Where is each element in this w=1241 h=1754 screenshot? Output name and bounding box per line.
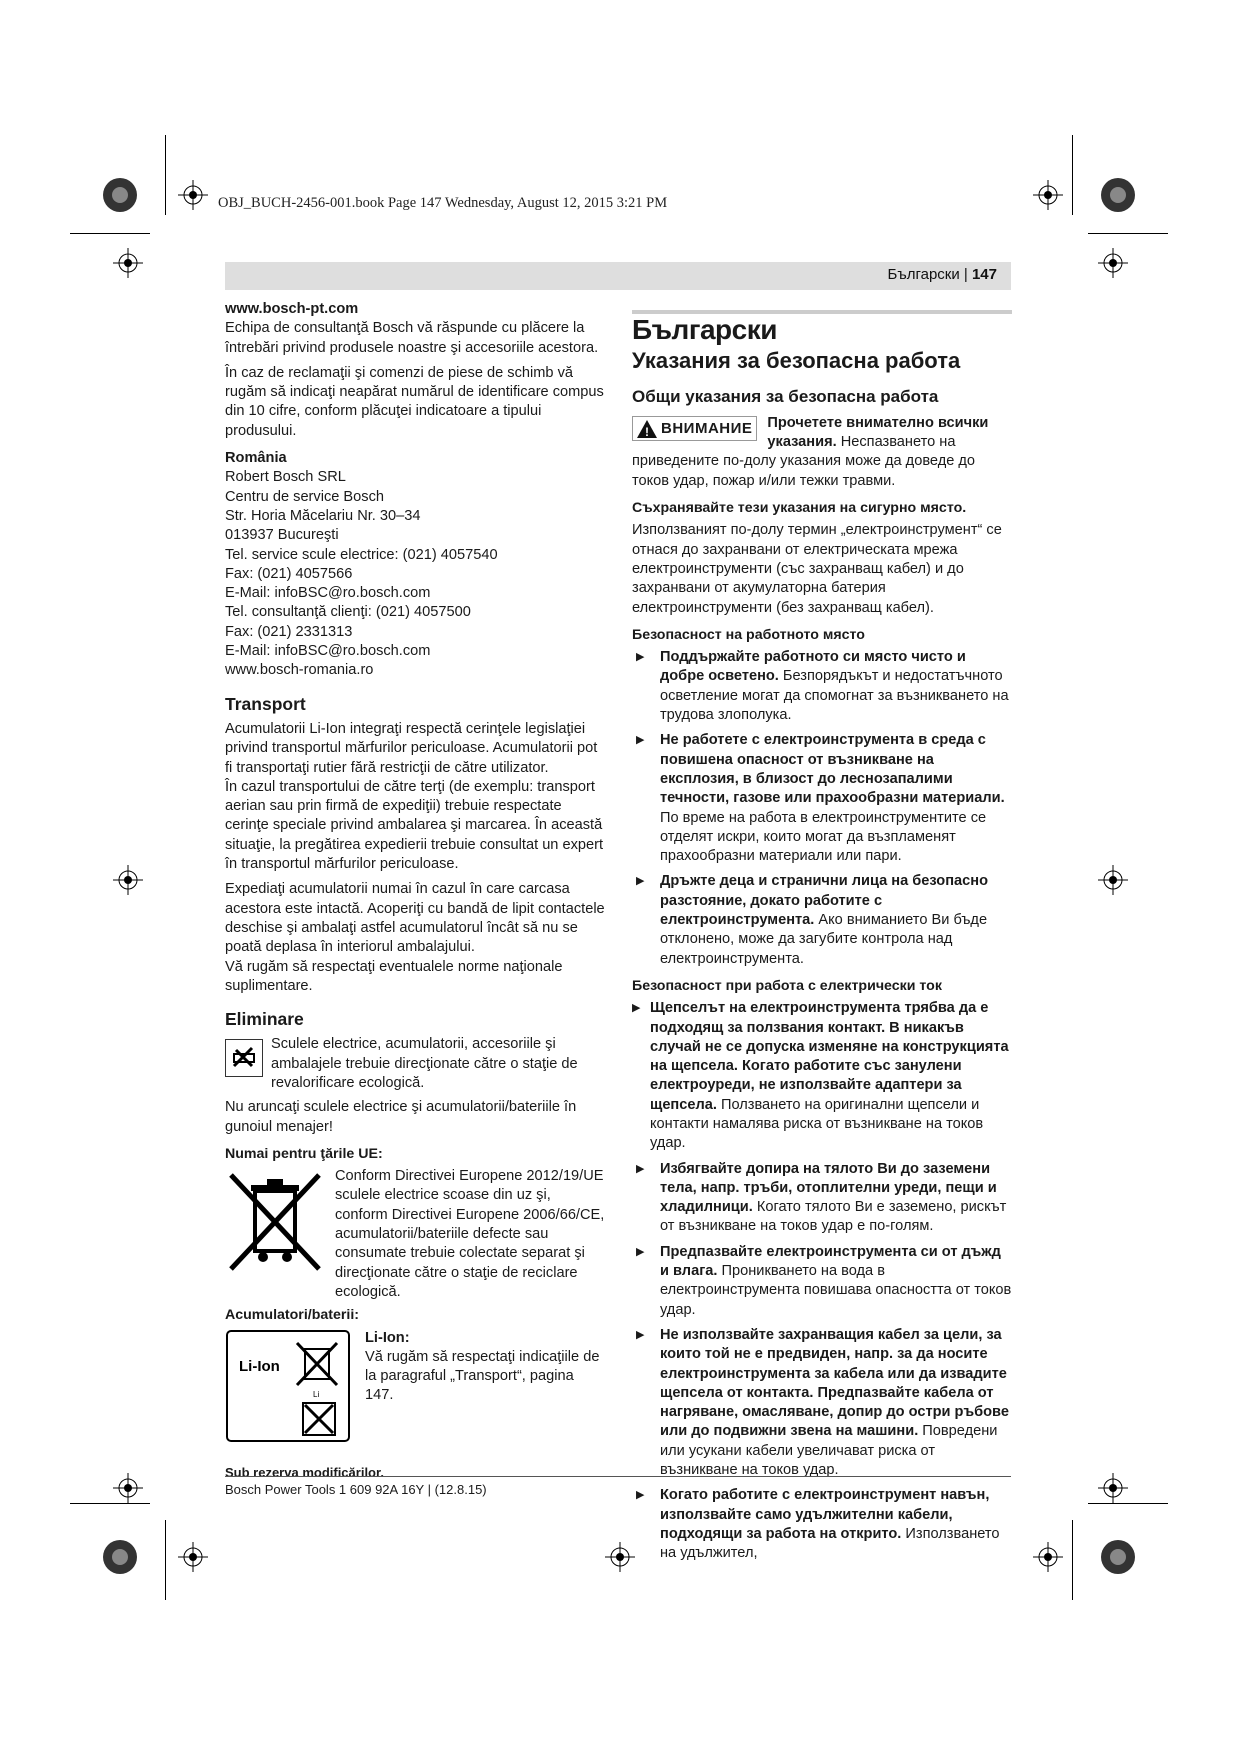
section-heading: Указания за безопасна работа — [632, 348, 961, 374]
warning-bold-text: Прочетете внимателно всички указания. — [767, 414, 989, 451]
crosshair-icon — [113, 865, 143, 895]
warning-label: ВНИМАНИЕ — [661, 419, 753, 437]
print-slug: OBJ_BUCH-2456-001.book Page 147 Wednesday, August 12, 2015 3:21 PM — [218, 195, 668, 211]
disposal-block — [225, 1035, 605, 1093]
warning-text: Неспазването на приведените по-долу указания може да доведе до токов удар, пожар и/или тежки травми. — [632, 434, 976, 489]
address-line: Robert Bosch SRL — [225, 469, 346, 486]
eu-block — [225, 1167, 605, 1302]
crosshair-icon — [1033, 180, 1063, 210]
arrow-bullet-icon: ▶ — [636, 1162, 645, 1175]
crop-mark — [1088, 233, 1168, 234]
bullet-text: Ползването на оригинални щепсели и контакти намалява риска от възникване на токов удар. — [650, 1096, 984, 1152]
subsection-heading: Общи указания за безопасна работа — [632, 386, 939, 406]
reserve-note: Sub rezerva modificărilor. — [225, 1464, 384, 1480]
right-column — [632, 300, 1012, 1570]
registration-target-icon — [100, 175, 140, 215]
bullet-item — [632, 1160, 1012, 1237]
crop-mark — [70, 1503, 150, 1504]
bullet-bold: Предпазвайте електроинструмента си от дъжд и влага. — [660, 1243, 1001, 1280]
arrow-bullet-icon: ▶ — [636, 1328, 645, 1341]
crosshair-icon — [178, 180, 208, 210]
bullet-bold: Дръжте деца и странични лица на безопасно разстояние, докато работите с електроинструмента. — [660, 873, 988, 929]
address-line: 013937 Bucureşti — [225, 527, 339, 544]
eu-paragraph: Conform Directivei Europene 2012/19/UE sculele electrice scoase din uz şi, conform Directivei Europene 2006/66/CE, acumulatorii/bateriile defecte sau consumate trebuie colectate separat şi direcţionate către o staţie de reciclare ecologică. — [335, 1168, 605, 1300]
bullet-item — [632, 648, 1012, 725]
transport-paragraph: În cazul transportului de către terţi (de exemplu: transport aerian sau prin firmă de expediţii) trebuie respectate cerinţe speciale privind ambalarea şi marcarea. În această situaţie, la pregătirea expedierii trebuie consultat un expert în transportul mărfurilor periculoase. — [225, 778, 604, 873]
warning-badge — [632, 416, 757, 441]
country-heading: România — [225, 450, 287, 467]
page-footer: Bosch Power Tools 1 609 92A 16Y | (12.8.15) — [225, 1476, 1011, 1497]
eu-heading: Numai pentru ţările UE: — [225, 1145, 383, 1162]
bullet-bold: Поддържайте работното си място чисто и добре осветено. — [660, 649, 966, 685]
crosshair-icon — [113, 248, 143, 278]
address-line: Str. Horia Măcelariu Nr. 30–34 — [225, 507, 421, 524]
address-line: www.bosch-romania.ro — [225, 662, 374, 679]
address-line: Centru de service Bosch — [225, 488, 384, 505]
website-link[interactable]: www.bosch-pt.com — [225, 301, 359, 317]
bullet-item — [632, 1326, 1012, 1480]
bullet-text: Безпорядъкът и недостатъчното осветление могат да спомогнат за възникването на трудова злополука. — [660, 668, 1009, 724]
crosshair-icon — [605, 1542, 635, 1572]
bullet-bold: Щепселът на електроинструмента трябва да е подходящ за ползвания контакт. В никакъв случай не се допуска изменяне на конструкцията на щепсела. Когато работите със занулени електроуреди, не използвайте адаптери за щепсела. — [650, 1000, 1009, 1113]
household-paragraph: Nu aruncaţi sculele electrice şi acumulatorii/bateriile în gunoiul menajer! — [225, 1099, 577, 1135]
crosshair-icon — [1098, 248, 1128, 278]
address-line: E-Mail: infoBSC@ro.bosch.com — [225, 585, 431, 602]
liion-battery-icon — [225, 1329, 351, 1443]
bullet-item — [632, 1243, 1012, 1320]
arrow-bullet-icon: ▶ — [632, 1002, 641, 1015]
crosshair-icon — [1033, 1542, 1063, 1572]
registration-target-icon — [100, 1537, 140, 1577]
address-line: E-Mail: infoBSC@ro.bosch.com — [225, 643, 431, 660]
crosshair-icon — [113, 1473, 143, 1503]
arrow-bullet-icon: ▶ — [636, 651, 645, 664]
disposal-heading: Eliminare — [225, 1009, 304, 1030]
address-line: Fax: (021) 2331313 — [225, 623, 353, 640]
bullet-bold: Не работете с електроинструмента в среда с повишена опасност от възникване на експлозия, в близост до леснозапалими течности, газове или прахообразни материали. — [660, 732, 1005, 807]
bullet-item — [632, 1486, 1012, 1563]
crosshair-icon — [1098, 1473, 1128, 1503]
header-language: Български — [887, 266, 960, 283]
bullet-bold: Когато работите с електроинструмент навън, използвайте само удължителни кабели, подходящи за работа на открито. — [660, 1487, 990, 1542]
arrow-bullet-icon: ▶ — [636, 734, 645, 747]
bullet-text: Използването на удължител, — [660, 1525, 1000, 1562]
bullet-text: Проникването на вода в електроинструмента повишава опасността от токов удар. — [660, 1263, 1012, 1318]
bullet-bold: Не използвайте захранващия кабел за цели, за които той не е предвиден, напр. за да носите електроинструмента за кабела или да извадите щепсела от контакта. Предпазвайте кабела от нагряване, омасляване, допир до остри ръбове или до подвижни звена на машини. — [660, 1326, 1009, 1440]
arrow-bullet-icon: ▶ — [636, 1489, 645, 1502]
bullet-text: Когато тялото Ви е заземено, рискът от възникване на токов удар е по-голям. — [660, 1199, 1007, 1235]
bullet-item — [632, 999, 1012, 1153]
address-block — [225, 468, 605, 680]
address-line: Fax: (021) 4057566 — [225, 565, 353, 582]
address-line: Tel. consultanţă clienţi: (021) 4057500 — [225, 604, 471, 621]
term-paragraph: Използваният по-долу термин „електроинструмент“ се отнася до захранвани от електрическата мрежа електроинструменти (със захранващ кабел) и до захранвани от акумулаторна батерия електроинструменти (без захранващ кабел). — [632, 522, 1002, 616]
claims-paragraph: În caz de reclamaţii şi comenzi de piese de schimb vă rugăm să indicaţi neapărat numărul de identificare compus din 10 cifre, conform plăcuţei indicatoare a tipului produsului. — [225, 364, 604, 439]
page-header-bar — [225, 262, 1011, 290]
bullet-item — [632, 731, 1012, 866]
crop-mark — [165, 135, 166, 215]
bullet-text: Ако вниманието Ви бъде отклонено, може да загубите контрола над електроинструмента. — [660, 912, 988, 967]
address-line: Tel. service scule electrice: (021) 4057540 — [225, 546, 498, 563]
left-column — [225, 300, 605, 1488]
page-number: 147 — [971, 266, 997, 283]
crosshair-icon — [1098, 865, 1128, 895]
li-small-label: Li — [313, 1389, 320, 1399]
transport-heading: Transport — [225, 693, 306, 714]
registration-target-icon — [1098, 175, 1138, 215]
liion-text — [365, 1329, 605, 1406]
arrow-bullet-icon: ▶ — [636, 1245, 645, 1258]
transport-paragraph: Vă rugăm să respectaţi eventualele norme naţionale suplimentare. — [225, 958, 563, 994]
page-header: Български | 147 — [887, 266, 997, 283]
bullet-item — [632, 872, 1012, 968]
warning-triangle-icon — [637, 420, 657, 438]
crop-mark — [165, 1520, 166, 1600]
work-area-heading: Безопасност на работното място — [632, 626, 865, 643]
crosshair-icon — [178, 1542, 208, 1572]
liion-heading: Li-Ion: — [365, 1329, 410, 1346]
recycle-tools-icon — [225, 1039, 263, 1077]
transport-paragraph: Acumulatorii Li-Ion integraţi respectă cerinţele legislaţiei privind transportul mărfurilor periculoase. Acumulatorii pot fi transportaţi rutier fără restricţii de către utilizator. — [225, 720, 598, 776]
crop-mark — [1088, 1503, 1168, 1504]
arrow-bullet-icon: ▶ — [636, 875, 645, 888]
crop-mark — [1072, 1520, 1073, 1600]
electrical-heading: Безопасност при работа с електрически ток — [632, 977, 942, 994]
keep-instructions: Съхранявайте тези указания на сигурно място. — [632, 500, 967, 517]
disposal-paragraph: Sculele electrice, acumulatorii, accesoriile şi ambalajele trebuie direcţionate către o staţie de revalorificare ecologică. — [271, 1036, 578, 1091]
batteries-heading: Acumulatori/baterii: — [225, 1307, 360, 1324]
liion-block — [225, 1329, 605, 1443]
registration-target-icon — [1098, 1537, 1138, 1577]
consultancy-paragraph: Echipa de consultanţă Bosch vă răspunde cu plăcere la întrebări privind produsele noastre şi accesoriile acestora. — [225, 320, 599, 356]
warning-block — [632, 414, 1012, 491]
crossed-bin-icon — [225, 1169, 325, 1275]
transport-paragraph: Expediaţi acumulatorii numai în cazul în care carcasa acestora este intactă. Acoperiţi cu bandă de lipit contactele deschise şi ambalaţi astfel acumulatorul încât să nu se poată deplasa în interiorul ambalajului. — [225, 881, 605, 956]
language-title: Български — [632, 310, 1012, 339]
bullet-text: По време на работа в електроинструментите се отделят искри, които могат да възпламенят прахообразни материали или пари. — [660, 809, 987, 865]
liion-label: Li-Ion — [239, 1357, 280, 1375]
liion-paragraph: Vă rugăm să respectaţi indicaţiile de la paragraful „Transport“, pagina 147. — [365, 1348, 600, 1404]
bullet-text: Повредени или усукани кабели увеличават риска от възникване на токов удар. — [660, 1423, 998, 1479]
crop-mark — [70, 233, 150, 234]
bullet-bold: Избягвайте допира на тялото Ви до заземени тела, напр. тръби, отоплителни уреди, пещи и хладилници. — [660, 1160, 997, 1216]
crop-mark — [1072, 135, 1073, 215]
